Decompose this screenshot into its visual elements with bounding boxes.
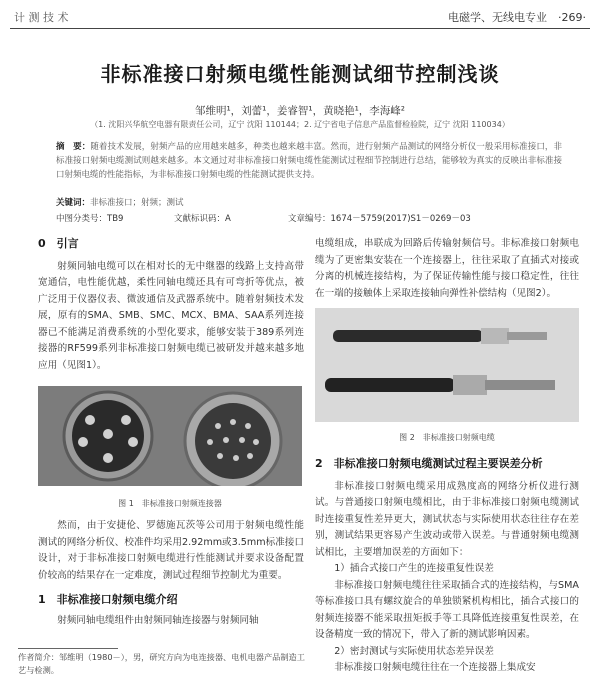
list-item-2: 2）密封测试与实际使用状态差异误差 (334, 645, 494, 657)
sealing-paragraph: 非标准接口射频电缆往往在一个连接器上集成安 (334, 662, 536, 673)
abstract-label: 摘 要： (56, 142, 91, 152)
article-number: 文章编号：1674－5759(2017)S1－0269－03 (288, 214, 471, 224)
clc-number: 中图分类号：TB9 (56, 214, 124, 224)
abstract (56, 140, 562, 182)
keywords-label: 关键词： (56, 198, 91, 208)
paragraph-network-analyzer: 然而，由于安捷伦、罗德施瓦茨等公司用于射频电缆性能测试的网络分析仪、校准件均采用2.92mm或3.5mm标准接口设计，对于非标准接口射频电缆进行性能测试并要求设备配置价较高的结果存在一定难度，测试过程细节控制尤为重要。 (38, 520, 304, 581)
section-and-page: 电磁学、无线电专业 ·269· (448, 11, 586, 24)
cable-structure-paragraph: 电缆组成，串联成为回路后传输射频信号。非标准接口射频电缆为了更密集安装在一个连接器上，往往采取了直插式对接或分离的机械连接结构，为了保证传输性能与接口稳定性，往往在一端的接触体上采取连接轴向弹性补偿结构（见图2）。 (315, 238, 579, 299)
intro-paragraph: 射频同轴电缆可以在相对长的无中继器的线路上支持高带宽通信，电性能优越，柔性同轴电缆还具有可弯折等优点，被广泛用于仪器仪表、微波通信及武器系统中。随着射频技术发展，原有的SMA、SMB、SMC、MCX、BMA、SAA系列连接器已不能满足消费系统的小型化要求，能够安装于389系列连接器的RF599系列非标准接口射频电缆已被研发并越来越多地应用（见图1）。 (38, 260, 304, 371)
figure-2-photo (315, 308, 579, 422)
list-item-1: 1）插合式接口产生的连接重复性误差 (334, 563, 494, 574)
paper-title: 非标准接口射频电缆性能测试细节控制浅谈 (100, 62, 500, 86)
paragraph-cable-intro: 射频同轴电缆组件由射频同轴连接器与射频同轴 (57, 614, 259, 626)
section-heading-intro: 0 引言 (38, 237, 79, 250)
figure-1-caption: 图 1 非标准接口射频连接器 (118, 499, 222, 508)
author-list: 邹维明¹，刘蕾¹，姜睿智¹，黄晓艳¹，李海峰² (194, 105, 406, 117)
running-header (0, 0, 600, 30)
author-footnote: 作者简介：邹维明（1980－），男，研究方向为电连接器、电机电器产品制造工艺与检测。 (18, 652, 305, 675)
section-heading-2: 2 非标准接口射频电缆测试过程主要误差分析 (315, 457, 543, 470)
figure-1-photo (38, 386, 302, 486)
abstract-text: 随着技术发展，射频产品的应用越来越多，种类也越来越丰富。然而，进行射频产品测试的网络分析仪一般采用标准接口，非标准接口射频电缆测试则越来越多。本文通过对非标准接口射频电缆性能测试过程细节控制进行总结，能够较为真实的反映出非标准接口射频电缆的性能指标，为非标准接口射频电缆的性能测试提供支持。 (56, 142, 562, 180)
document-code: 文献标识码：A (174, 214, 231, 224)
section-heading-1: 1 非标准接口射频电缆介绍 (38, 593, 178, 606)
insertion-error-paragraph: 非标准接口射频电缆往往采取插合式的连接结构，与SMA等标准接口具有螺纹旋合的单独锁紧机构相比，插合式接口的射频连接器不能采取扭矩扳手等工具降低连接重复性误差，在设备精度一致的情况下，带入了新的测试影响因素。 (315, 579, 579, 640)
affiliation: （1. 沈阳兴华航空电器有限责任公司，辽宁 沈阳 110144；2. 辽宁省电子信息产品监督检验院，辽宁 沈阳 110034） (90, 120, 510, 129)
keywords-text: 非标准接口；射频；测试 (90, 198, 184, 208)
figure-2-caption: 图 2 非标准接口射频电缆 (399, 433, 495, 442)
right-column-top (315, 236, 579, 302)
left-column-bottom (38, 518, 304, 629)
error-analysis-paragraph: 非标准接口射频电缆采用成熟度高的网络分析仪进行测试。与普通接口射频电缆相比，由于非标准接口射频电缆测试时连接重复性差异更大，测试状态与实际使用状态往往存在差别，测试结果更容易产生波动或带入误差。与普通射频电缆测试相比，主要增加误差的方面如下： (315, 480, 579, 558)
keywords (56, 196, 184, 208)
right-column-bottom (315, 456, 579, 677)
left-column-top (38, 236, 304, 374)
journal-name: 计 测 技 术 (14, 11, 69, 24)
header-rule (10, 28, 590, 29)
footnote-rule (18, 648, 118, 649)
